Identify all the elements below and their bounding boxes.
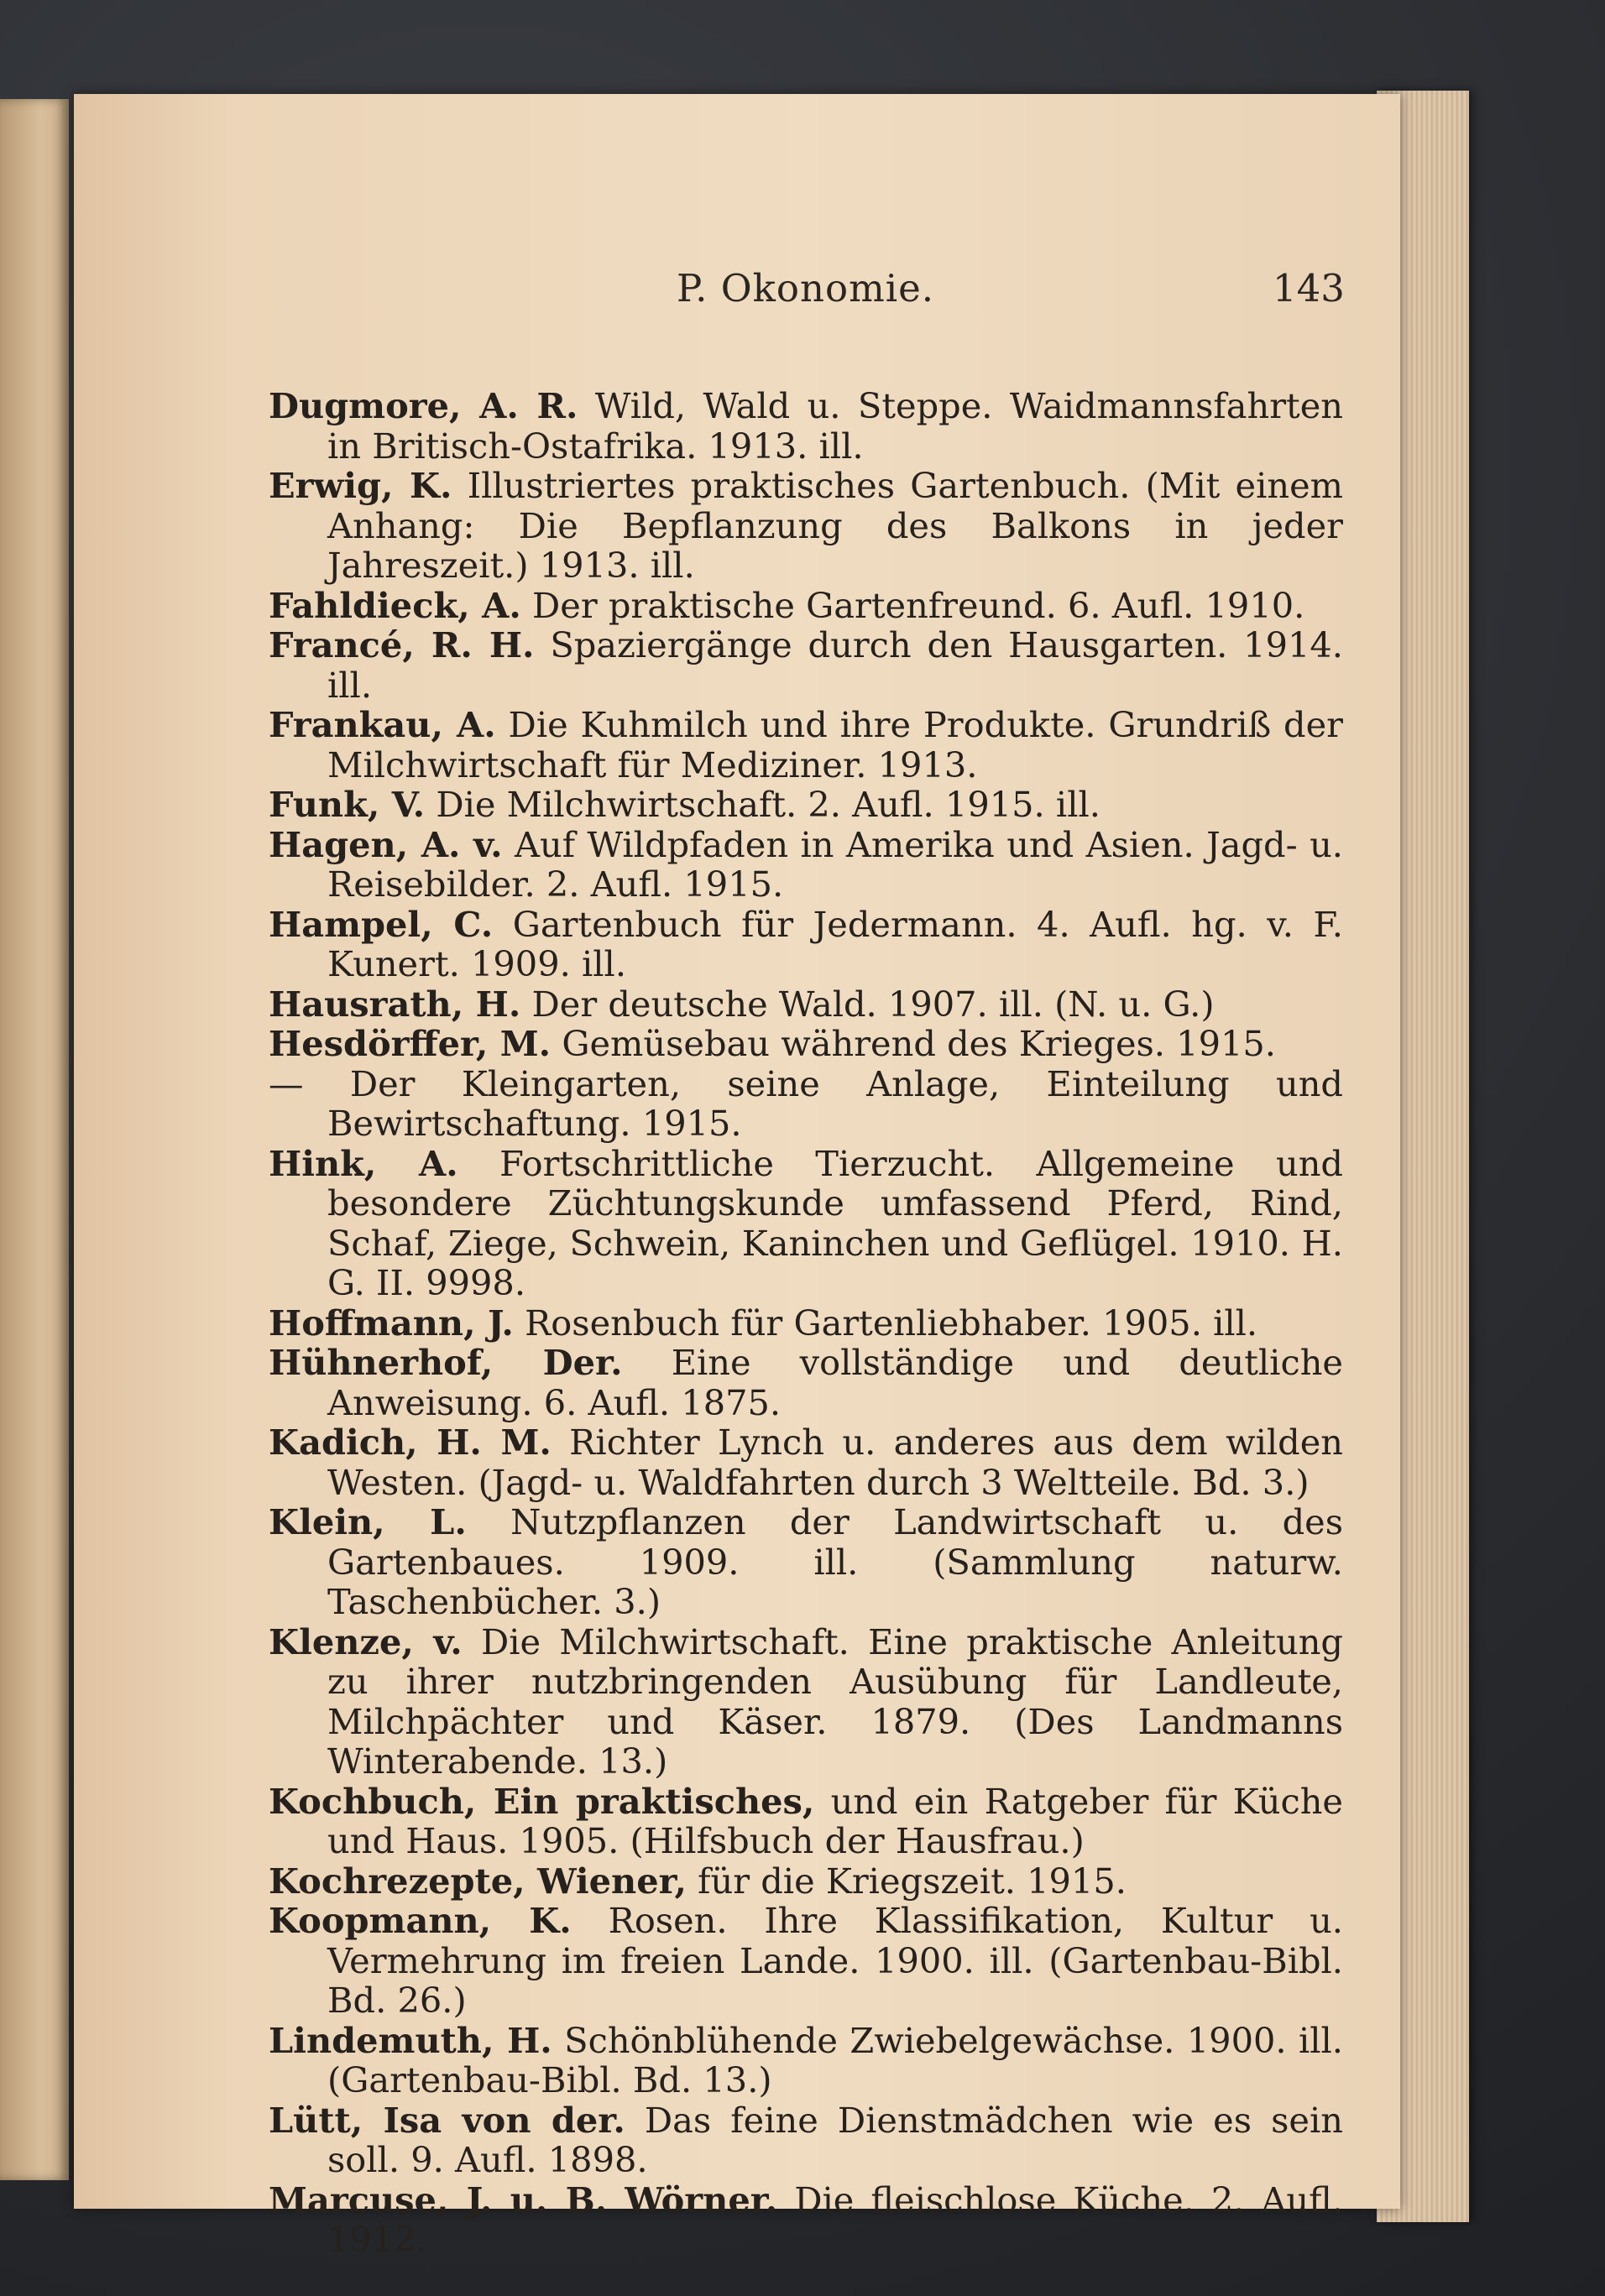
bibliography-entry	[269, 1861, 1343, 1902]
entry-text: Richter Lynch u. anderes aus dem wilden Westen. (Jagd- u. Waldfahrten durch 3 Weltteile. Bd. 3.)	[327, 1422, 1344, 1503]
bibliography-entry	[269, 586, 1343, 626]
entry-author: Hoffmann, J.	[269, 1302, 514, 1344]
entry-author: Kochbuch, Ein praktisches,	[269, 1780, 815, 1822]
bibliography-entry	[269, 705, 1343, 785]
entry-author: Frankau, A.	[269, 704, 496, 745]
bibliography-entry	[269, 1502, 1343, 1622]
entry-text: Fortschrittliche Tierzucht. Allgemeine und besondere Züchtungskunde umfassend Pferd, Rind, Schaf, Ziege, Schwein, Kaninchen und Geflügel. 1910. H. G. II. 9998.	[327, 1142, 1343, 1303]
bibliography-entry	[269, 1622, 1343, 1782]
bibliography-entry	[269, 825, 1343, 905]
entry-text: und ein Ratgeber für Küche und Haus. 1905. (Hilfsbuch der Hausfrau.)	[327, 1780, 1343, 1861]
bibliography-entry	[269, 1144, 1343, 1303]
bibliography-entry	[269, 984, 1343, 1025]
entry-text: Rosen. Ihre Klassifikation, Kultur u. Vermehrung im freien Lande. 1900. ill. (Gartenbau-Bibl. Bd. 26.)	[327, 1900, 1343, 2021]
entry-author: Funk, V.	[269, 784, 426, 825]
entry-author: Hagen, A. v.	[269, 823, 503, 865]
entry-author: Lindemuth, H.	[269, 2019, 552, 2061]
entry-text: Schönblühende Zwiebelgewächse. 1900. ill. (Gartenbau-Bibl. Bd. 13.)	[327, 2019, 1343, 2100]
entry-author: Marcuse, J. u. B. Wörner.	[269, 2179, 778, 2220]
entry-author: Klein, L.	[269, 1501, 467, 1542]
entry-author: Erwig, K.	[269, 465, 452, 506]
entry-author: Klenze, v.	[269, 1620, 463, 1662]
bibliography-entry	[269, 1024, 1343, 1064]
entry-author: Fahldieck, A.	[269, 584, 521, 626]
entry-text: Das feine Dienstmädchen wie es sein soll. 9. Aufl. 1898.	[327, 2099, 1343, 2180]
bibliography-entry	[269, 1901, 1343, 2021]
entry-author: Lütt, Isa von der.	[269, 2099, 625, 2141]
bibliography-entry	[269, 1782, 1343, 1861]
entry-text: Die fleischlose Küche. 2. Aufl. 1912.	[327, 2179, 1343, 2260]
entry-author: Hink, A.	[269, 1142, 458, 1184]
bibliography-list	[269, 386, 1343, 2260]
entry-text: Der praktische Gartenfreund. 6. Aufl. 1910.	[531, 584, 1305, 626]
entry-text: Die Kuhmilch und ihre Produkte. Grundriß der Milchwirtschaft für Mediziner. 1913.	[327, 704, 1343, 785]
bibliography-entry	[269, 905, 1343, 984]
entry-author: Koopmann, K.	[269, 1900, 572, 1941]
entry-text: Nutzpflanzen der Landwirtschaft u. des Gartenbaues. 1909. ill. (Sammlung naturw. Taschenbücher. 3.)	[327, 1501, 1343, 1622]
entry-author: Hühnerhof, Der.	[269, 1342, 623, 1383]
entry-text: Auf Wildpfaden in Amerika und Asien. Jagd- u. Reisebilder. 2. Aufl. 1915.	[327, 823, 1343, 905]
entry-author: Hampel, C.	[269, 903, 494, 945]
entry-text: Der deutsche Wald. 1907. ill. (N. u. G.)	[531, 983, 1215, 1025]
bibliography-entry	[269, 1064, 1343, 1144]
entry-author: Francé, R. H.	[269, 624, 535, 665]
running-title: P. Okonomie.	[677, 266, 935, 310]
entry-author: Hausrath, H.	[269, 983, 521, 1025]
entry-text: Gartenbuch für Jedermann. 4. Aufl. hg. v. F. Kunert. 1909. ill.	[327, 903, 1344, 984]
bibliography-entry	[269, 1303, 1343, 1344]
entry-author: Kadich, H. M.	[269, 1422, 552, 1463]
bibliography-entry	[269, 1422, 1343, 1502]
entry-author: Hesdörffer, M.	[269, 1023, 552, 1064]
entry-text: Gemüsebau während des Krieges. 1915.	[562, 1023, 1276, 1064]
entry-text: Die Milchwirtschaft. 2. Aufl. 1915. ill.	[436, 784, 1100, 825]
bibliography-entry	[269, 1343, 1343, 1422]
entry-text: Die Milchwirtschaft. Eine praktische Anleitung zu ihrer nutzbringenden Ausübung für Landleute, Milchpächter und Käser. 1879. (Des Landmanns Winterabende. 13.)	[327, 1620, 1343, 1782]
entry-text: Illustriertes praktisches Gartenbuch. (Mit einem Anhang: Die Bepflanzung des Balkons in jeder Jahreszeit.) 1913. ill.	[327, 465, 1343, 586]
entry-text: für die Kriegszeit. 1915.	[698, 1860, 1127, 1902]
bibliography-entry	[269, 466, 1343, 586]
bibliography-entry	[269, 625, 1343, 705]
page-header	[74, 266, 1400, 316]
book-page	[74, 94, 1400, 2260]
bibliography-entry	[269, 2180, 1343, 2260]
bibliography-entry	[269, 386, 1343, 466]
entry-text: Rosenbuch für Gartenliebhaber. 1905. ill.	[525, 1302, 1258, 1344]
bibliography-entry	[269, 2021, 1343, 2100]
page-number: 143	[1273, 266, 1345, 310]
entry-text: Wild, Wald u. Steppe. Waidmannsfahrten in Britisch-Ostafrika. 1913. ill.	[327, 385, 1344, 467]
bibliography-entry	[269, 785, 1343, 825]
entry-text: — Der Kleingarten, seine Anlage, Einteilung und Bewirtschaftung. 1915.	[269, 1062, 1343, 1144]
left-page-edge	[0, 99, 69, 2180]
entry-author: Kochrezepte, Wiener,	[269, 1860, 687, 1902]
entry-text: Spaziergänge durch den Hausgarten. 1914. ill.	[327, 624, 1343, 706]
entry-author: Dugmore, A. R.	[269, 385, 578, 426]
bibliography-entry	[269, 2100, 1343, 2180]
entry-text: Eine vollständige und deutliche Anweisung. 6. Aufl. 1875.	[327, 1342, 1343, 1423]
